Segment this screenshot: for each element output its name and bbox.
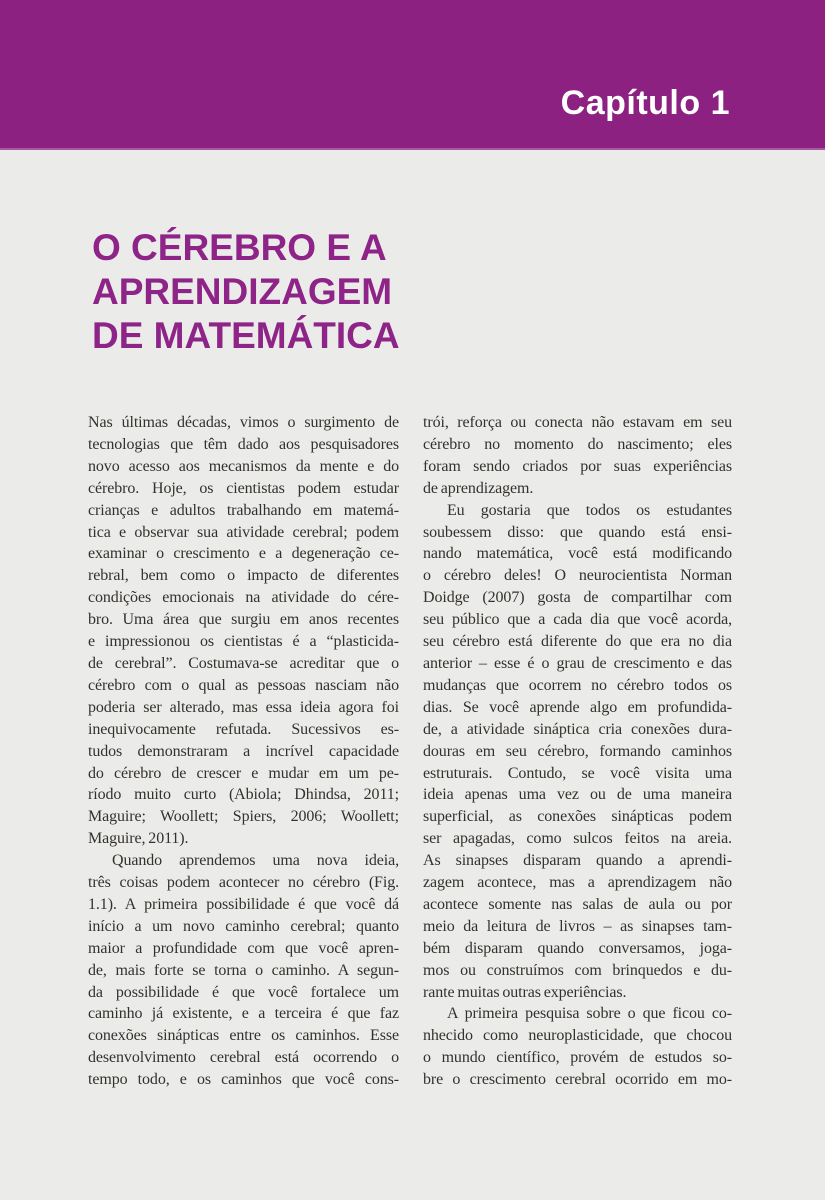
body-text-line: ríodo muito curto (Abiola; Dhindsa, 2011; [88,786,399,804]
chapter-band [0,0,825,150]
body-text-line: Nas últimas décadas, vimos o surgimento de [88,414,399,431]
body-text-line: zagem acontece, mas a aprendizagem não [423,874,732,892]
body-text-line: As sinapses disparam quando a aprendi- [423,852,732,870]
body-text-line: trói, reforça ou conecta não estavam em seu [423,414,732,431]
body-text-line: início a um novo caminho cerebral; quanto [88,917,399,935]
body-text-line: o cérebro deles! O neurocientista Norman [423,567,732,585]
body-text-line: Maguire, 2011). [88,830,189,848]
body-text-line: crianças e adultos trabalhando em matemá- [88,501,399,519]
body-text-line: soubessem disso: que quando está ensi- [423,523,732,541]
body-text-line: mos ou construímos com brinquedos e du- [423,961,732,979]
body-text-line: tica e observar sua atividade cerebral; podem [88,523,399,541]
body-text-line: de, mais forte se torna o caminho. A segun- [88,961,399,979]
body-text-line: seu público que a cada dia que você acorda, [423,611,732,629]
body-text-line: o mundo científico, provém de estudos so- [423,1049,732,1067]
body-text-line: seu cérebro está diferente do que era no dia [423,633,732,651]
chapter-title-line-3: DE MATEMÁTICA [92,315,400,356]
body-text-column-left [88,412,399,1091]
body-text-line: nando matemática, você está modificando [423,545,732,563]
body-text-line: Maguire; Woollett; Spiers, 2006; Woollett; [88,808,399,826]
body-text-line: A primeira pesquisa sobre o que ficou co- [447,1005,732,1023]
body-text-line: tudos demonstraram a incrível capacidade [88,742,399,760]
body-text-line: cérebro no momento do nascimento; eles [423,435,732,453]
chapter-title-line-1: O CÉREBRO E A [92,227,387,268]
body-text-line: Eu gostaria que todos os estudantes [447,501,732,519]
body-text-line: de cerebral”. Costumava-se acreditar que o [88,654,399,672]
body-text-line: acontece somente nas salas de aula ou por [423,895,732,913]
body-text-line: tecnologias que têm dado aos pesquisadores [88,435,399,453]
body-text-line: do cérebro de crescer e mudar em um pe- [88,764,399,782]
body-text-line: examinar o crescimento e a degeneração ce- [88,545,399,563]
body-text-line: Doidge (2007) gosta de compartilhar com [423,589,732,607]
body-text-line: conexões sinápticas entre os caminhos. Esse [88,1027,399,1045]
body-text-line: Quando aprendemos uma nova ideia, [112,852,399,870]
body-text-line: superficial, as conexões sinápticas podem [423,808,732,826]
body-text-line: novo acesso aos mecanismos da mente e do [88,457,399,475]
body-text-line: rante muitas outras experiências. [423,983,627,1001]
body-text-line: maior a profundidade com que você apren- [88,939,399,957]
body-text-line: bro. Uma área que surgiu em anos recentes [88,611,399,629]
body-text-line: estruturais. Contudo, se você visita uma [423,764,732,782]
body-text-line: bre o crescimento cerebral ocorrido em mo- [423,1071,732,1089]
body-text-line: ser apagadas, como sulcos feitos na areia. [423,830,732,848]
body-text-column-right [423,412,732,1091]
body-text-line: de aprendizagem. [423,479,534,497]
body-text-line: caminho já existente, e a terceira é que faz [88,1005,399,1023]
body-text-line: poderia ser alterado, mas essa ideia agora foi [88,698,399,716]
body-text-line: 1.1). A primeira possibilidade é que você dá [88,895,399,913]
body-text-line: cérebro com o qual as pessoas nasciam não [88,676,399,694]
body-text-line: anterior – esse é o grau de crescimento e das [423,654,732,672]
body-text-line: desenvolvimento cerebral está ocorrendo o [88,1049,399,1067]
chapter-title [92,226,400,358]
body-text-line: três coisas podem acontecer no cérebro (Fig. [88,874,399,892]
body-text-line: de, a atividade sináptica cria conexões dura- [423,720,732,738]
body-text-line: bém disparam quando conversamos, joga- [423,939,732,957]
body-text-line: rebral, bem como o impacto de diferentes [88,567,399,585]
body-text-line: tempo todo, e os caminhos que você cons- [88,1071,399,1089]
body-text-line: inequivocamente refutada. Sucessivos es- [88,720,399,738]
body-text-line: dias. Se você aprende algo em profundida- [423,698,732,716]
body-text-line: da possibilidade é que você fortalece um [88,983,399,1001]
body-text-line: condições emocionais na atividade do cére- [88,589,399,607]
body-text-line: meio da leitura de livros – as sinapses tam- [423,917,732,935]
body-text-line: cérebro. Hoje, os cientistas podem estudar [88,479,399,497]
chapter-title-line-2: APRENDIZAGEM [92,271,393,312]
chapter-number-label: Capítulo 1 [560,84,730,122]
body-text-line: ideia apenas uma vez ou de uma maneira [423,786,732,804]
body-text-line: mudanças que ocorrem no cérebro todos os [423,676,732,694]
body-text-line: douras em seu cérebro, formando caminhos [423,742,732,760]
body-text-line: foram sendo criados por suas experiências [423,457,732,475]
body-text-line: nhecido como neuroplasticidade, que chocou [423,1027,732,1045]
body-text-line: e impressionou os cientistas é a “plasticida- [88,633,399,651]
